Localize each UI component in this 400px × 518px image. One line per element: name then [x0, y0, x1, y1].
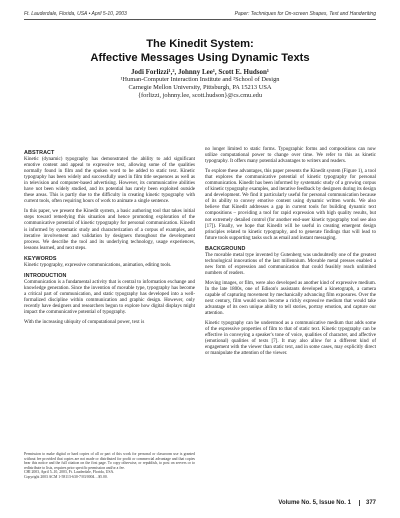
intro-paragraph-1: Communication is a fundamental activity that is central to information exchange and knowledge generation. Since the invention of movable type, typography has become a critical part of communication, and static typography has developed into a well-formalized discipline within communication and graphic design. However, only recently have designers and researchers begun to explore how digital displays might impact the communicative potential of typography. — [24, 279, 195, 315]
header-rule — [24, 19, 376, 20]
right-paragraph-1: no longer limited to static forms. Typographic forms and compositions can now utilize computational power to change over time. We refer to this as kinetic typography. It offers many potential advantages to writers and readers. — [205, 147, 376, 165]
header-session: Paper: Techniques for On-screen Shapes, Text and Handwriting — [234, 11, 376, 17]
background-paragraph-1: The movable metal type invented by Gutenberg was undoubtedly one of the greatest technological innovations of the last millennium. Movable metal presses enabled a new form of expression and communication that could feasibly reach unlimited numbers of readers. — [205, 252, 376, 276]
permission-notice — [24, 452, 195, 480]
title-line-2: Affective Messages Using Dynamic Texts — [90, 52, 310, 64]
background-paragraph-3: Kinetic typography can be understood as a communicative medium that adds some of the expressive properties of film to that of static text. Kinetic typography can be effective in conveying a speaker's tone of voice, qualities of character, and affective (emotional) qualities of texts [7]. It may also allow for a different kind of engagement with the viewer than static text, and in some cases, may explicitly direct or manipulate the attention of the viewer. — [205, 321, 376, 357]
abstract-paragraph-2: In this paper, we present the Kinedit system, a basic authoring tool that takes initial steps toward remedying this situation and hence promoting exploration of the communicative potential of kinetic typography for personal communication. Kinedit is informed by systematic study and characterization of a corpus of examples, and iterative involvement and validation by designers throughout the development process. We describe the tool and its underlying technology, usage experiences, lessons learned, and next steps. — [24, 209, 195, 251]
header-conference: Ft. Lauderdale, Florida, USA • April 5-10, 2003 — [24, 11, 127, 17]
author-block — [24, 68, 376, 100]
intro-paragraph-2: With the increasing ubiquity of computational power, text is — [24, 320, 145, 326]
paper-title — [24, 37, 376, 65]
page-footer — [278, 500, 376, 506]
footer-volume: Volume No. 5, Issue No. 1 — [278, 500, 351, 506]
left-column — [24, 150, 195, 330]
affiliation-2: Carnegie Mellon University, Pittsburgh, PA 15213 USA — [128, 84, 272, 91]
running-header — [24, 11, 376, 17]
abstract-heading: ABSTRACT — [24, 150, 55, 156]
conference-line: CHI 2003, April 5–10, 2003, Ft. Lauderdale, Florida, USA. — [24, 470, 115, 475]
affiliation-1: ¹Human-Computer Interaction Institute and ²School of Design — [120, 76, 280, 83]
permission-text: Permission to make digital or hard copies of all or part of this work for personal or classroom use is granted without fee provided that copies are not made or distributed for profit or commercial advantage and that copies bear this notice and the full citation on the first page. To copy otherwise, or republish, to post on servers or to redistribute to lists, requires prior specific permission and/or a fee. — [24, 452, 195, 470]
author-names: Jodi Forlizzi¹,², Johnny Lee¹, Scott E. Hudson¹ — [131, 68, 269, 76]
page-number: 377 — [359, 500, 376, 506]
right-column — [205, 147, 376, 361]
copyright-line: Copyright 2003 ACM 1-58113-630-7/03/0004…$5.00. — [24, 474, 108, 479]
title-line-1: The Kinedit System: — [146, 38, 254, 50]
right-paragraph-2: To explore these advantages, this paper presents the Kinedit system (Figure 1), a tool that explores the communicative potential of kinetic typography for personal communication. Kinedit has been informed by systematic study of a growing corpus of kinetic typography examples, and iterative feedback by designers during its design and development. We find it particularly useful for personal communication because of its ability to convey emotive content using dynamic written words. We also believe that Kinedit addresses a gap in current tools for building dynamic text compositions – providing a tool for rapid expression with high quality results, but not extremely detailed control (for another end-user kinetic typography tool see also [17]). Finally, we hope that Kinedit will be useful in creating emergent design principles related to kinetic typography, and to generate findings that will lead to future tools supporting tasks such as email and instant messaging. — [205, 169, 376, 241]
author-emails: {forlizzi, johnny.lee, scott.hudson}@cs.cmu.edu — [137, 92, 263, 99]
abstract-paragraph-1: Kinetic (dynamic) typography has demonstrated the ability to add significant emotive content and appeal to expressive text, allowing some of the qualities normally found in film and the spoken word to be added to static text. Kinetic typography has been widely and successfully used in film title sequences as well as in television and computer-based advertising. However, its communicative abilities have not been widely studied, and its potential has rarely been exploited outside these areas. This is partly due to the difficulty in creating kinetic typography with current tools, often requiring hours of work to animate a single sentence. — [24, 157, 195, 205]
background-paragraph-2: Moving images, or film, were also developed as another kind of expressive medium. In the late 1800s, one of Edison's assistants developed a kinetograph, a camera capable of capturing movement by mechanically advancing film exposures. Over the next century, film would soon become a richly expressive medium that would take advantage of its own unique ability to tell stories, portray emotion, and capture our attention. — [205, 280, 376, 317]
background-heading: BACKGROUND — [205, 245, 246, 252]
keywords-text: Kinetic typography, expressive communications, animation, editing tools. — [24, 262, 172, 268]
introduction-heading: INTRODUCTION — [24, 272, 67, 279]
keywords-heading: KEYWORDS — [24, 255, 57, 262]
